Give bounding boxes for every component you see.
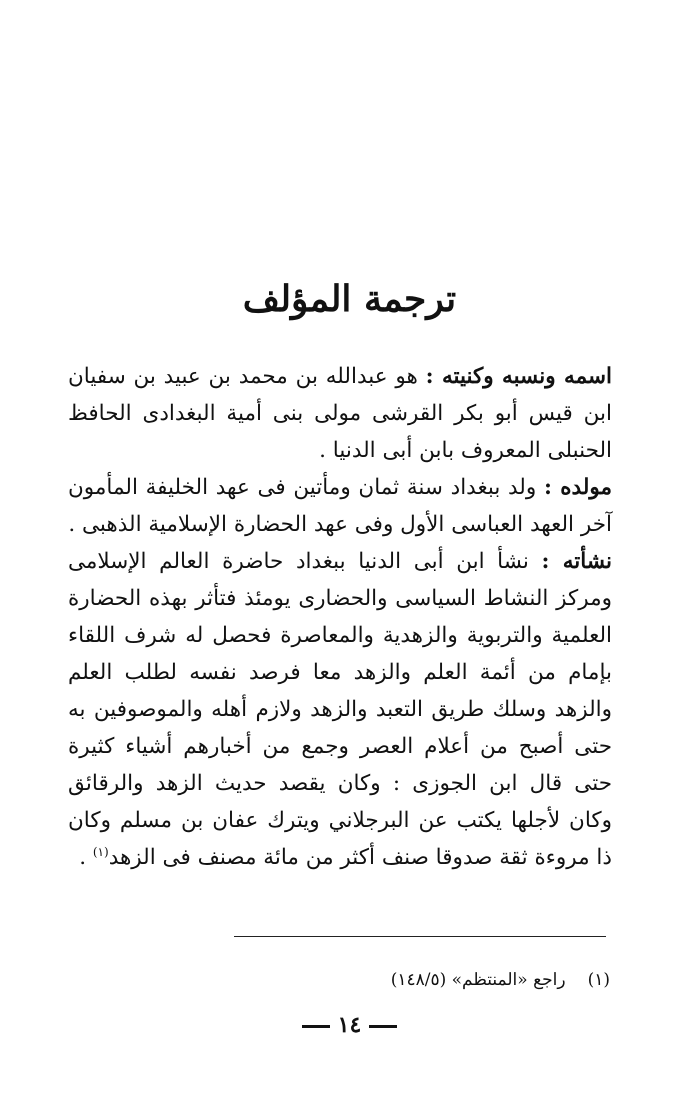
paragraph-end: . [79, 845, 93, 870]
dash-icon [369, 1025, 397, 1028]
paragraph-name-lineage [68, 358, 612, 469]
footnote [100, 970, 610, 990]
paragraph-lead: نشأته : [541, 549, 612, 574]
paragraph-lead: مولده : [543, 475, 612, 500]
page-number [0, 1012, 699, 1038]
page-number-value: ١٤ [337, 1012, 362, 1038]
paragraph-text: هو عبدالله بن محمد بن عبيد بن سفيان ابن قيس أبو بكر القرشى مولى بنى أمية البغدادى الحافظ الحنبلى المعروف بابن أبى الدنيا . [68, 364, 612, 463]
paragraph-upbringing [68, 543, 612, 876]
footnote-number: (١) [587, 970, 610, 990]
paragraph-text: نشأ ابن أبى الدنيا ببغداد حاضرة العالم الإسلامى ومركز النشاط السياسى والحضارى يومئذ فتأثر بهذه الحضارة العلمية والتربوية والزهدية والمعاصرة فحصل له شرف اللقاء بإمام من أئمة العلم والزهد معا فرصد نفسه لطلب العلم والزهد وسلك طريق التعبد والزهد ولازم أهله والموصوفين به حتى أصبح من أعلام العصر وجمع من أخبارهم أشياء كثيرة حتى قال ابن الجوزى : وكان يقصد حديث الزهد والرقائق وكان لأجلها يكتب عن البرجلاني ويترك عفان بن مسلم وكان ذا مروءة ثقة صدوقا صنف أكثر من مائة مصنف فى الزهد [68, 549, 613, 870]
footnote-divider [234, 936, 606, 937]
paragraph-text: ولد ببغداد سنة ثمان ومأتين فى عهد الخليفة المأمون آخر العهد العباسى الأول وفى عهد الحضارة الإسلامية الذهبى . [68, 475, 612, 537]
footnote-reference[interactable]: (١) [92, 844, 109, 859]
paragraph-lead: اسمه ونسبه وكنيته : [425, 364, 612, 389]
biography-text [68, 358, 612, 876]
dash-icon [302, 1025, 330, 1028]
paragraph-birth [68, 469, 612, 543]
footnote-text: راجع «المنتظم» (١٤٨/٥) [390, 970, 566, 990]
page-title: ترجمة المؤلف [242, 278, 457, 320]
